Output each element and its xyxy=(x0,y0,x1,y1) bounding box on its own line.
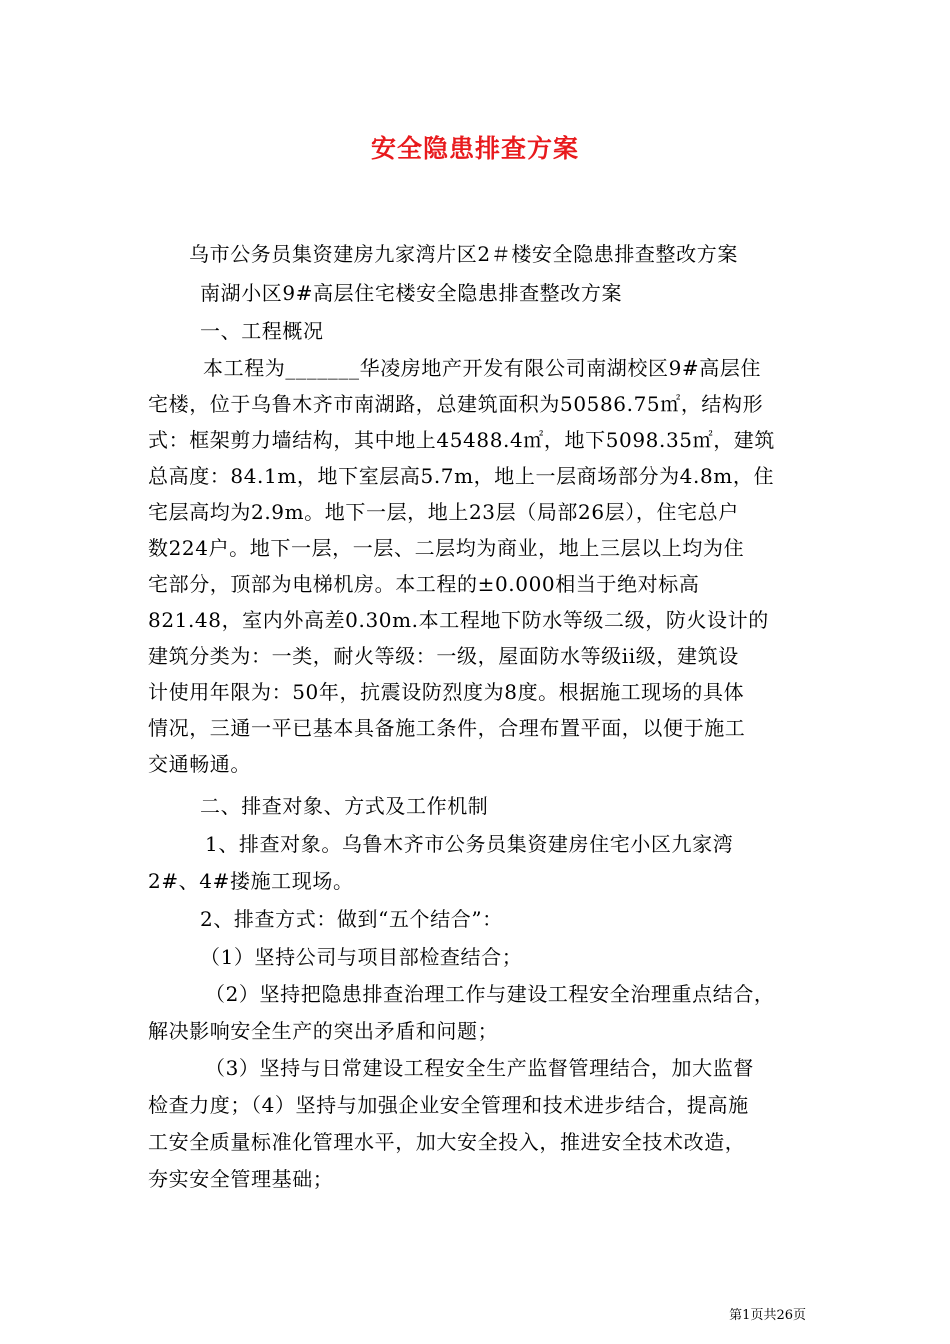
paragraph-line: 宅部分，顶部为电梯机房。本工程的±0.000相当于绝对标高 xyxy=(148,572,700,596)
paragraph-line: 821.48，室内外高差0.30m.本工程地下防水等级二级，防火设计的 xyxy=(148,608,769,632)
paragraph-line: 交通畅通。 xyxy=(148,752,251,776)
paragraph-line: 数224户。地下一层，一层、二层均为商业，地上三层以上均为住 xyxy=(148,536,745,560)
paragraph-line: 情况，三通一平已基本具备施工条件，合理布置平面，以便于施工 xyxy=(148,716,746,740)
paragraph-line: 工安全质量标准化管理水平，加大安全投入，推进安全技术改造， xyxy=(148,1130,746,1154)
paragraph-line: 2#、4#搂施工现场。 xyxy=(148,869,354,893)
section-heading: 二、排查对象、方式及工作机制 xyxy=(200,794,489,818)
paragraph-line: 本工程为_______华凌房地产开发有限公司南湖校区9#高层住 xyxy=(203,356,762,380)
list-item: （2）坚持把隐患排查治理工作与建设工程安全治理重点结合， xyxy=(205,982,775,1006)
paragraph-line: 1、排查对象。乌鲁木齐市公务员集资建房住宅小区九家湾 xyxy=(205,832,734,856)
paragraph-line: 总高度：84.1m，地下室层高5.7m，地上一层商场部分为4.8m，住 xyxy=(148,464,775,488)
subtitle-line: 南湖小区9#高层住宅楼安全隐患排查整改方案 xyxy=(200,281,623,305)
section-heading: 一、工程概况 xyxy=(200,319,324,343)
paragraph-line: 宅层高均为2.9m。地下一层，地上23层（局部26层），住宅总户 xyxy=(148,500,739,524)
paragraph-line: 计使用年限为：50年，抗震设防烈度为8度。根据施工现场的具体 xyxy=(148,680,745,704)
paragraph-line: 检查力度；（4）坚持与加强企业安全管理和技术进步结合，提高施 xyxy=(148,1093,749,1117)
paragraph-line: 宅楼，位于乌鲁木齐市南湖路，总建筑面积为50586.75㎡，结构形 xyxy=(148,392,764,416)
list-item: （1）坚持公司与项目部检查结合； xyxy=(200,945,523,969)
paragraph-line: 建筑分类为：一类，耐火等级：一级，屋面防水等级ii级，建筑设 xyxy=(148,644,739,668)
paragraph-line: 夯实安全管理基础； xyxy=(148,1167,334,1191)
subtitle-line: 乌市公务员集资建房九家湾片区2＃楼安全隐患排查整改方案 xyxy=(189,242,738,266)
list-item: （3）坚持与日常建设工程安全生产监督管理结合，加大监督 xyxy=(205,1056,754,1080)
page-number-footer: 第1页共26页 xyxy=(729,1308,806,1323)
paragraph-line: 解决影响安全生产的突出矛盾和问题； xyxy=(148,1019,499,1043)
paragraph-line: 式：框架剪力墙结构，其中地上45488.4㎡，地下5098.35㎡，建筑 xyxy=(148,428,776,452)
document-title: 安全隐患排查方案 xyxy=(370,134,579,163)
paragraph-line: 2、排查方式：做到“五个结合”： xyxy=(200,907,503,931)
